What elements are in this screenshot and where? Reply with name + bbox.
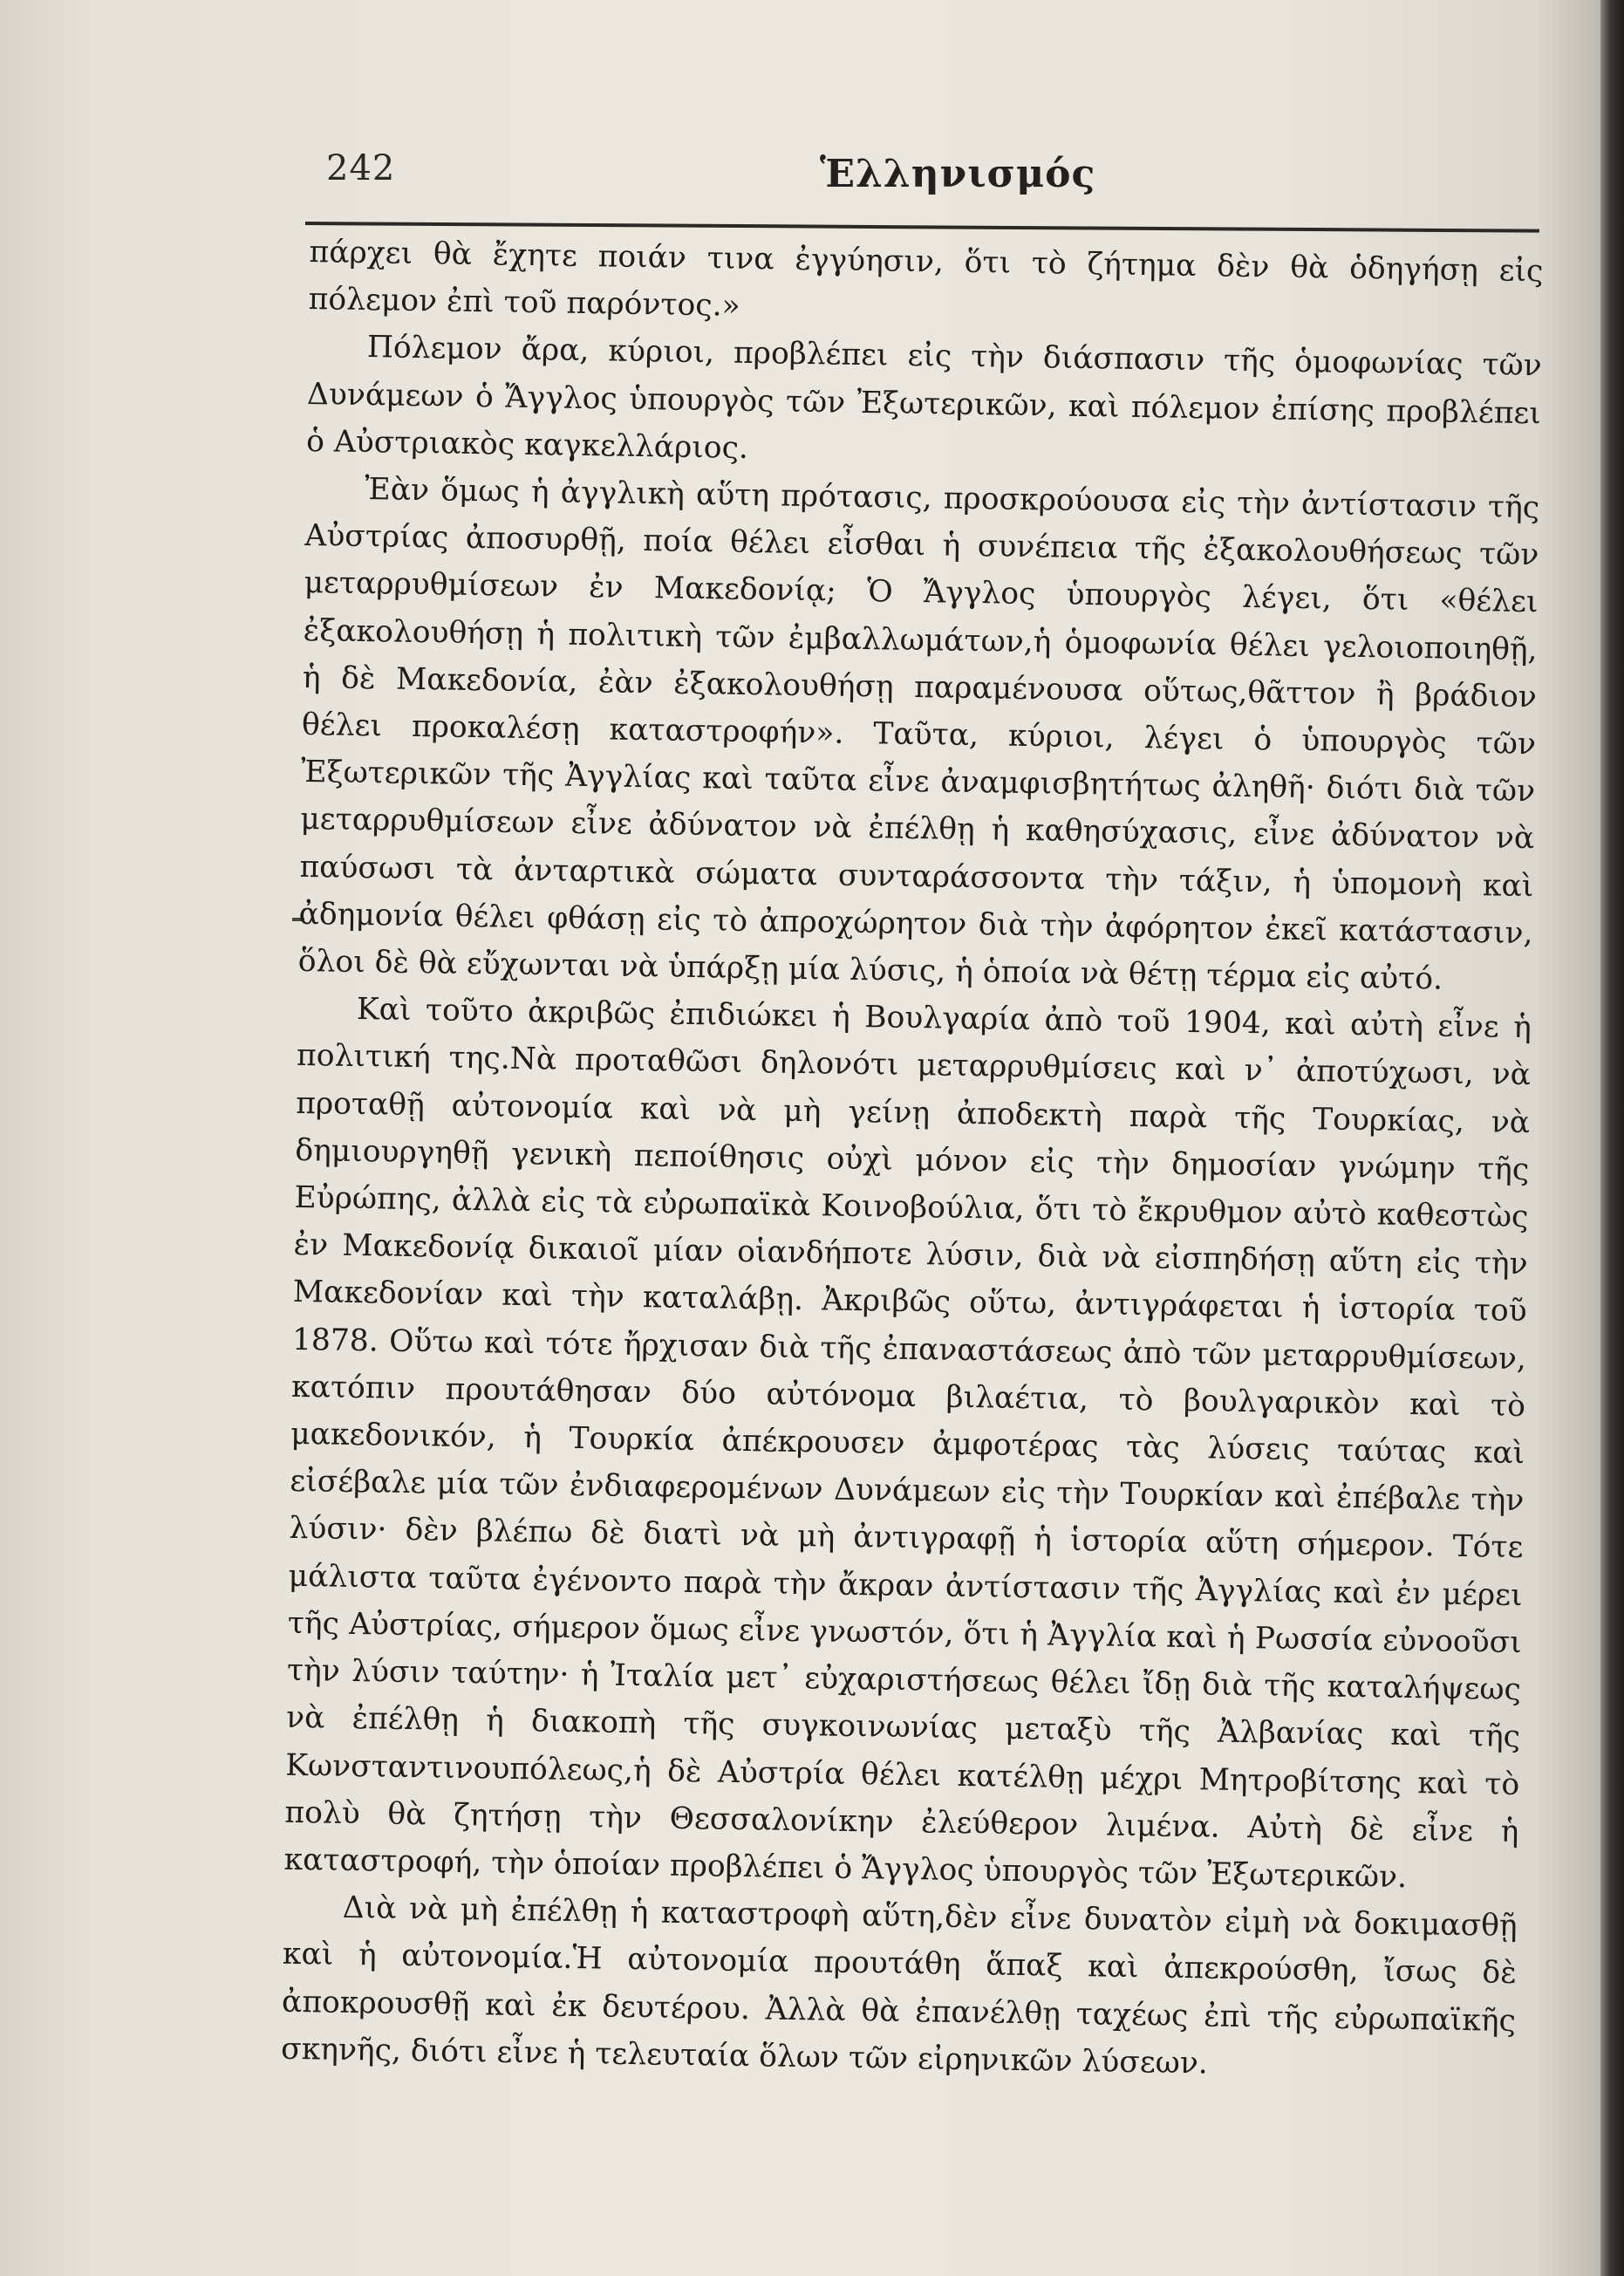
paragraph-continuation: πάρχει θὰ ἔχητε ποιάν τινα ἐγγύησιν, ὅτι τὸ ζήτημα δὲν θὰ ὁδηγήσῃ εἰς πόλεμον ἐπὶ τοῦ παρόντος.» xyxy=(308,234,1544,324)
paragraph: Πόλεμον ἄρα, κύριοι, προβλέπει εἰς τὴν διάσπασιν τῆς ὁμοφωνίας τῶν Δυνάμεων ὁ Ἄγγλος ὑπουργὸς τῶν Ἐξωτερικῶν, καὶ πόλεμον ἐπίσης προβλέπει ὁ Αὐστριακὸς καγκελλάριος. xyxy=(305,330,1543,466)
paragraph: Ἐὰν ὅμως ἡ ἀγγλικὴ αὕτη πρότασις, προσκρούουσα εἰς τὴν ἀντίστασιν τῆς Αὐστρίας ἀποσυρθῇ, ποία θέλει εἶσθαι ἡ συνέπεια τῆς ἐξακολουθήσεως τῶν μεταρρυθμίσεων ἐν Μακεδονίᾳ; Ὁ Ἄγγλος ὑπουργὸς λέγει, ὅτι «θέλει ἐξακολουθήσῃ ἡ πολιτικὴ τῶν ἐμβαλλωμάτων,ἡ ὁμοφωνία θέλει γελοιοποιηθῇ, ἡ δὲ Μακεδονία, ἐὰν ἐξακολουθήσῃ παραμένουσα οὕτως,θᾶττον ἢ βράδιον θέλει προκαλέσῃ καταστροφήν». Ταῦτα, κύριοι, λέγει ὁ ὑπουργὸς τῶν Ἐξωτερικῶν τῆς Ἀγγλίας καὶ ταῦτα εἶνε ἀναμφισβητήτως ἀληθῆ· διότι διὰ τῶν μεταρρυθμίσεων εἶνε ἀδύνατον νὰ ἐπέλθῃ ἡ καθησύχασις, εἶνε ἀδύνατον νὰ παύσωσι τὰ ἀνταρτικὰ σώματα συνταράσσοντα τὴν τάξιν, ἡ ὑπομονὴ καὶ ἀδημονία θέλει φθάσῃ εἰς τὸ ἀπροχώρητον διὰ τὴν ἀφόρητον ἐκεῖ κατάστασιν, ὅλοι δὲ θὰ εὔχωνται νὰ ὑπάρξῃ μία λύσις, ἡ ὁποία νὰ θέτῃ τέρμα εἰς αὐτό. xyxy=(297,472,1540,997)
page-header xyxy=(305,140,1544,209)
body-text xyxy=(281,229,1544,2092)
page-number: 242 xyxy=(326,148,396,188)
paragraph: Καὶ τοῦτο ἀκριβῶς ἐπιδιώκει ἡ Βουλγαρία ἀπὸ τοῦ 1904, καὶ αὐτὴ εἶνε ἡ πολιτική της.Νὰ προταθῶσι δηλονότι μεταρρυθμίσεις καὶ ν᾽ ἀποτύχωσι, νὰ προταθῇ αὐτονομία καὶ νὰ μὴ γείνῃ ἀποδεκτὴ παρὰ τῆς Τουρκίας, νὰ δημιουργηθῇ γενικὴ πεποίθησις οὐχὶ μόνον εἰς τὴν δημοσίαν γνώμην τῆς Εὐρώπης, ἀλλὰ εἰς τὰ εὐρωπαϊκὰ Κοινοβούλια, ὅτι τὸ ἔκρυθμον αὐτὸ καθεστὼς ἐν Μακεδονίᾳ δικαιοῖ μίαν οἱανδήποτε λύσιν, διὰ νὰ εἰσπηδήσῃ αὕτη εἰς τὴν Μακεδονίαν καὶ τὴν καταλάβῃ. Ἀκριβῶς οὕτω, ἀντιγράφεται ἡ ἱστορία τοῦ 1878. Οὕτω καὶ τότε ἤρχισαν διὰ τῆς ἐπαναστάσεως ἀπὸ τῶν μεταρρυθμίσεων, κατόπιν προυτάθησαν δύο αὐτόνομα βιλαέτια, τὸ βουλγαρικὸν καὶ τὸ μακεδονικόν, ἡ Τουρκία ἀπέκρουσεν ἀμφοτέρας τὰς λύσεις ταύτας καὶ εἰσέβαλε μία τῶν ἐνδιαφερομένων Δυνάμεων εἰς τὴν Τουρκίαν καὶ ἐπέβαλε τὴν λύσιν· δὲν βλέπω δὲ διατὶ νὰ μὴ ἀντιγραφῇ ἡ ἱστορία αὕτη σήμερον. Τότε μάλιστα ταῦτα ἐγένοντο παρὰ τὴν ἄκραν ἀντίστασιν τῆς Ἀγγλίας καὶ ἐν μέρει τῆς Αὐστρίας, σήμερον ὅμως εἶνε γνωστόν, ὅτι ἡ Ἀγγλία καὶ ἡ Ρωσσία εὐνοοῦσι τὴν λύσιν ταύτην· ἡ Ἰταλία μετ᾽ εὐχαριστήσεως θέλει ἴδῃ διὰ τῆς καταλήψεως νὰ ἐπέλθῃ ἡ διακοπὴ τῆς συγκοινωνίας μεταξὺ τῆς Ἀλβανίας καὶ τῆς Κωνσταντινουπόλεως,ἡ δὲ Αὐστρία θέλει κατέλθῃ μέχρι Μητροβίτσης καὶ τὸ πολὺ θὰ ζητήσῃ τὴν Θεσσαλονίκην ἐλεύθερον λιμένα. Αὐτὴ δὲ εἶνε ἡ καταστροφή, τὴν ὁποίαν προβλέπει ὁ Ἄγγλος ὑπουργὸς τῶν Ἐξωτερικῶν. xyxy=(283,992,1532,1895)
running-title: Ἑλληνισμός xyxy=(820,152,1096,196)
binding-edge xyxy=(1600,0,1624,2276)
paragraph: Διὰ νὰ μὴ ἐπέλθῃ ἡ καταστροφὴ αὕτη,δὲν εἶνε δυνατὸν εἰμὴ νὰ δοκιμασθῇ καὶ ἡ αὐτονομία.Ἡ αὐτονομία προυτάθη ἅπαξ καὶ ἀπεκρούσθη, ἴσως δὲ ἀποκρουσθῇ καὶ ἐκ δευτέρου. Ἀλλὰ θὰ ἐπανέλθῃ ταχέως ἐπὶ τῆς εὐρωπαϊκῆς σκηνῆς, διότι εἶνε ἡ τελευταία ὅλων τῶν εἰρηνικῶν λύσεων. xyxy=(280,1890,1518,2081)
